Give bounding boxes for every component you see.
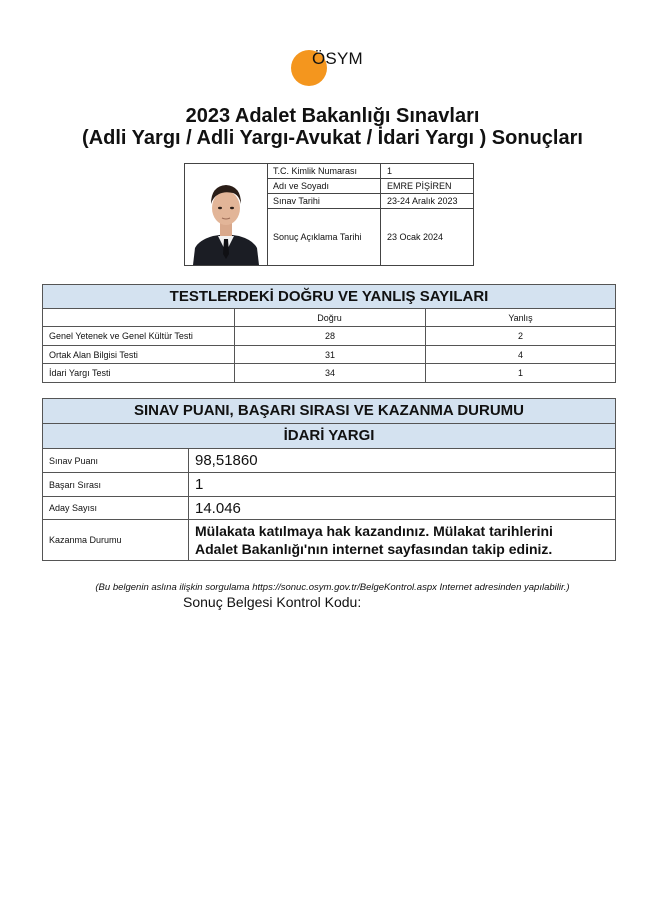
tests-table (42, 284, 616, 383)
result-subheading: İDARİ YARGI (43, 424, 615, 449)
id-value: 23-24 Aralık 2023 (387, 196, 458, 206)
osym-logo (291, 48, 381, 88)
person-photo-icon (185, 164, 267, 265)
id-row-exam-date (267, 194, 473, 209)
page-title: 2023 Adalet Bakanlığı Sınavları (185, 105, 480, 127)
test-name: Ortak Alan Bilgisi Testi (49, 350, 138, 360)
table-row (43, 497, 615, 520)
id-row-tc (267, 164, 473, 179)
result-table (42, 398, 616, 561)
table-row (43, 327, 615, 346)
status-line: Adalet Bakanlığı'nın internet sayfasından takip ediniz. (195, 541, 553, 557)
table-row (43, 364, 615, 382)
col-wrong-header: Yanlış (425, 309, 615, 326)
test-name: İdari Yargı Testi (49, 368, 111, 378)
verification-note: (Bu belgenin aslına ilişkin sorgulama https://sonuc.osym.gov.tr/BelgeKontrol.aspx Internet adresinden yapılabilir.) (95, 582, 570, 593)
test-wrong: 4 (425, 346, 615, 363)
divider (380, 209, 381, 265)
col-correct-header: Doğru (317, 313, 342, 323)
page-subtitle: (Adli Yargı / Adli Yargı-Avukat / İdari Yargı ) Sonuçları (82, 127, 583, 149)
result-label: Kazanma Durumu (49, 535, 122, 545)
table-row (43, 520, 615, 560)
divider (380, 179, 381, 193)
test-correct: 34 (234, 364, 425, 382)
logo-text: ÖSYM (312, 49, 363, 68)
id-value: 23 Ocak 2024 (387, 232, 444, 242)
test-correct: 28 (234, 327, 425, 345)
table-row (43, 473, 615, 497)
result-label: Aday Sayısı (49, 503, 98, 513)
result-value: 14.046 (188, 497, 615, 519)
identity-box (184, 163, 474, 266)
id-value: EMRE PİŞİREN (387, 181, 452, 191)
result-value: 1 (188, 473, 615, 496)
test-wrong: 1 (425, 364, 615, 382)
result-label: Başarı Sırası (49, 480, 102, 490)
id-value: 1 (387, 166, 393, 176)
result-value: 98,51860 (188, 449, 615, 472)
status-line: Mülakata katılmaya hak kazandınız. Mülakat tarihlerini (195, 523, 553, 539)
divider (234, 309, 235, 326)
id-label: Adı ve Soyadı (273, 181, 330, 191)
control-code-label: Sonuç Belgesi Kontrol Kodu: (183, 594, 362, 610)
divider (380, 194, 381, 208)
result-label: Sınav Puanı (49, 456, 99, 466)
test-correct: 31 (234, 346, 425, 363)
test-name: Genel Yetenek ve Genel Kültür Testi (49, 331, 193, 341)
table-row (43, 346, 615, 364)
id-label: Sınav Tarihi (273, 196, 320, 206)
test-wrong: 2 (425, 327, 615, 345)
id-label: Sonuç Açıklama Tarihi (273, 232, 362, 242)
id-row-result-date (267, 209, 473, 265)
tests-header-row (43, 309, 615, 327)
id-label: T.C. Kimlik Numarası (273, 166, 358, 176)
table-row (43, 449, 615, 473)
result-heading: SINAV PUANI, BAŞARI SIRASI VE KAZANMA DURUMU (43, 399, 615, 424)
id-row-name (267, 179, 473, 194)
divider (380, 164, 381, 178)
tests-heading: TESTLERDEKİ DOĞRU VE YANLIŞ SAYILARI (43, 285, 615, 309)
candidate-photo (185, 164, 268, 265)
status-value (188, 520, 615, 560)
